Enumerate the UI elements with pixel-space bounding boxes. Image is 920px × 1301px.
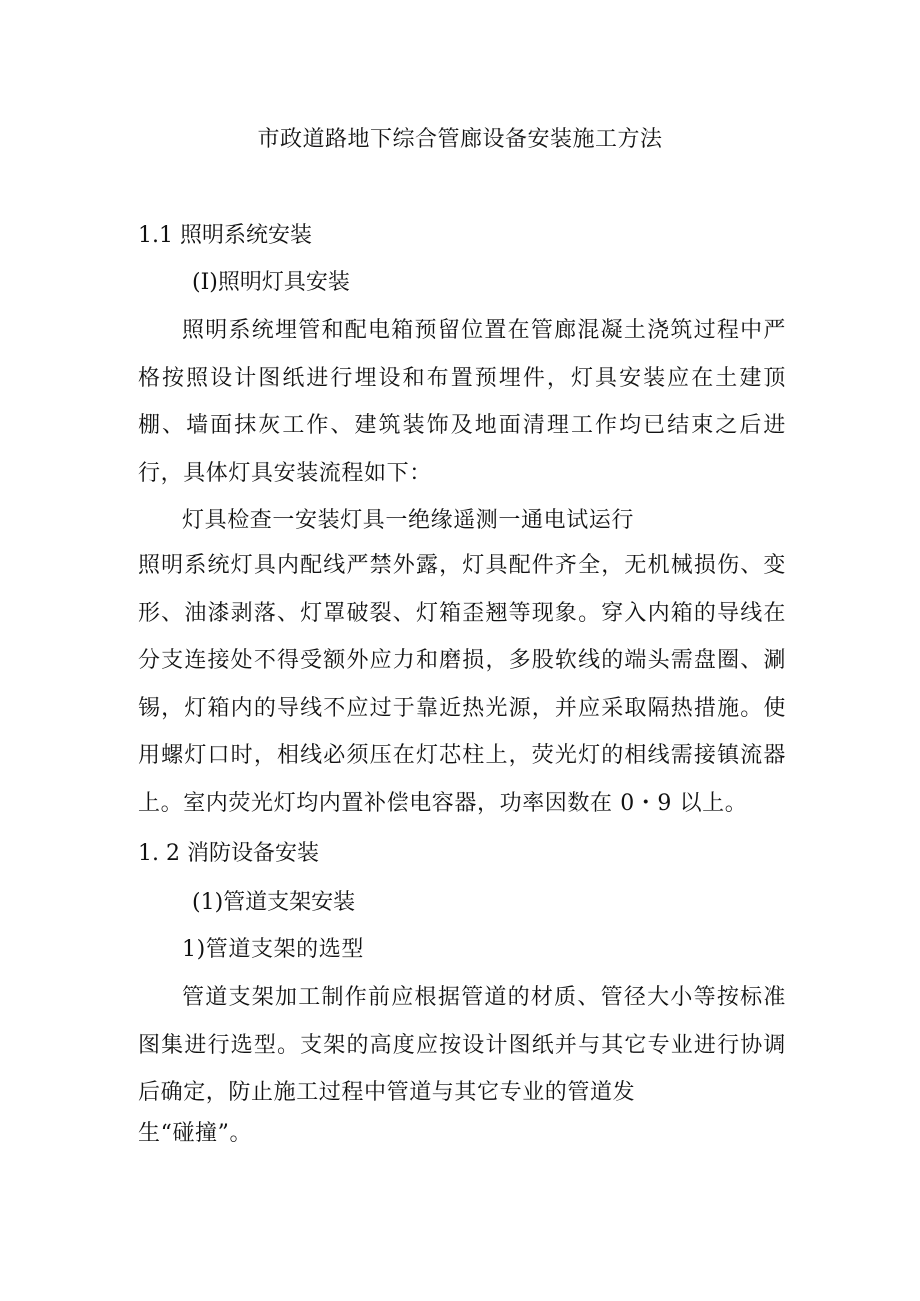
paragraph-support-selection-tail: 生“碰撞”。 — [138, 1121, 253, 1146]
paragraph-support-selection: 管道支架加工制作前应根据管道的材质、管径大小等按标准图集进行选型。支架的高度应按设计图纸并与其它专业进行协调后确定，防止施工过程中管道与其它专业的管道发 — [138, 985, 786, 1105]
subsection-heading-support-selection: 1)管道支架的选型 — [182, 937, 364, 962]
section-heading-1-1: 1.1 照明系统安装 — [138, 223, 312, 248]
section-heading-1-2: 1. 2 消防设备安装 — [138, 841, 319, 866]
paragraph-lighting-installation: 照明系统埋管和配电箱预留位置在管廊混凝土浇筑过程中严格按照设计图纸进行埋设和布置预埋件，灯具安装应在土建顶棚、墙面抹灰工作、建筑装饰及地面清理工作均已结束之后进行，具体灯具安装流程如下： — [138, 318, 786, 486]
document-title: 市政道路地下综合管廊设备安装施工方法 — [257, 127, 663, 152]
paragraph-lighting-wiring: 照明系统灯具内配线严禁外露，灯具配件齐全，无机械损伤、变形、油漆剥落、灯罩破裂、灯箱歪翘等现象。穿入内箱的导线在分支连接处不得受额外应力和磨损，多股软线的端头需盘圈、涮锡，灯箱内的导线不应过于靠近热光源，并应采取隔热措施。使用螺灯口时，相线必须压在灯芯柱上，荧光灯的相线需接镇流器上。室内荧光灯均内置补偿电容器，功率因数在 0・9 以上。 — [138, 553, 786, 816]
subsection-heading-lighting-fixtures: (I)照明灯具安装 — [192, 270, 350, 295]
subsection-heading-pipe-support: (1)管道支架安装 — [192, 890, 356, 915]
installation-flow-line: 灯具检查一安装灯具一绝缘遥测一通电试运行 — [182, 508, 635, 533]
